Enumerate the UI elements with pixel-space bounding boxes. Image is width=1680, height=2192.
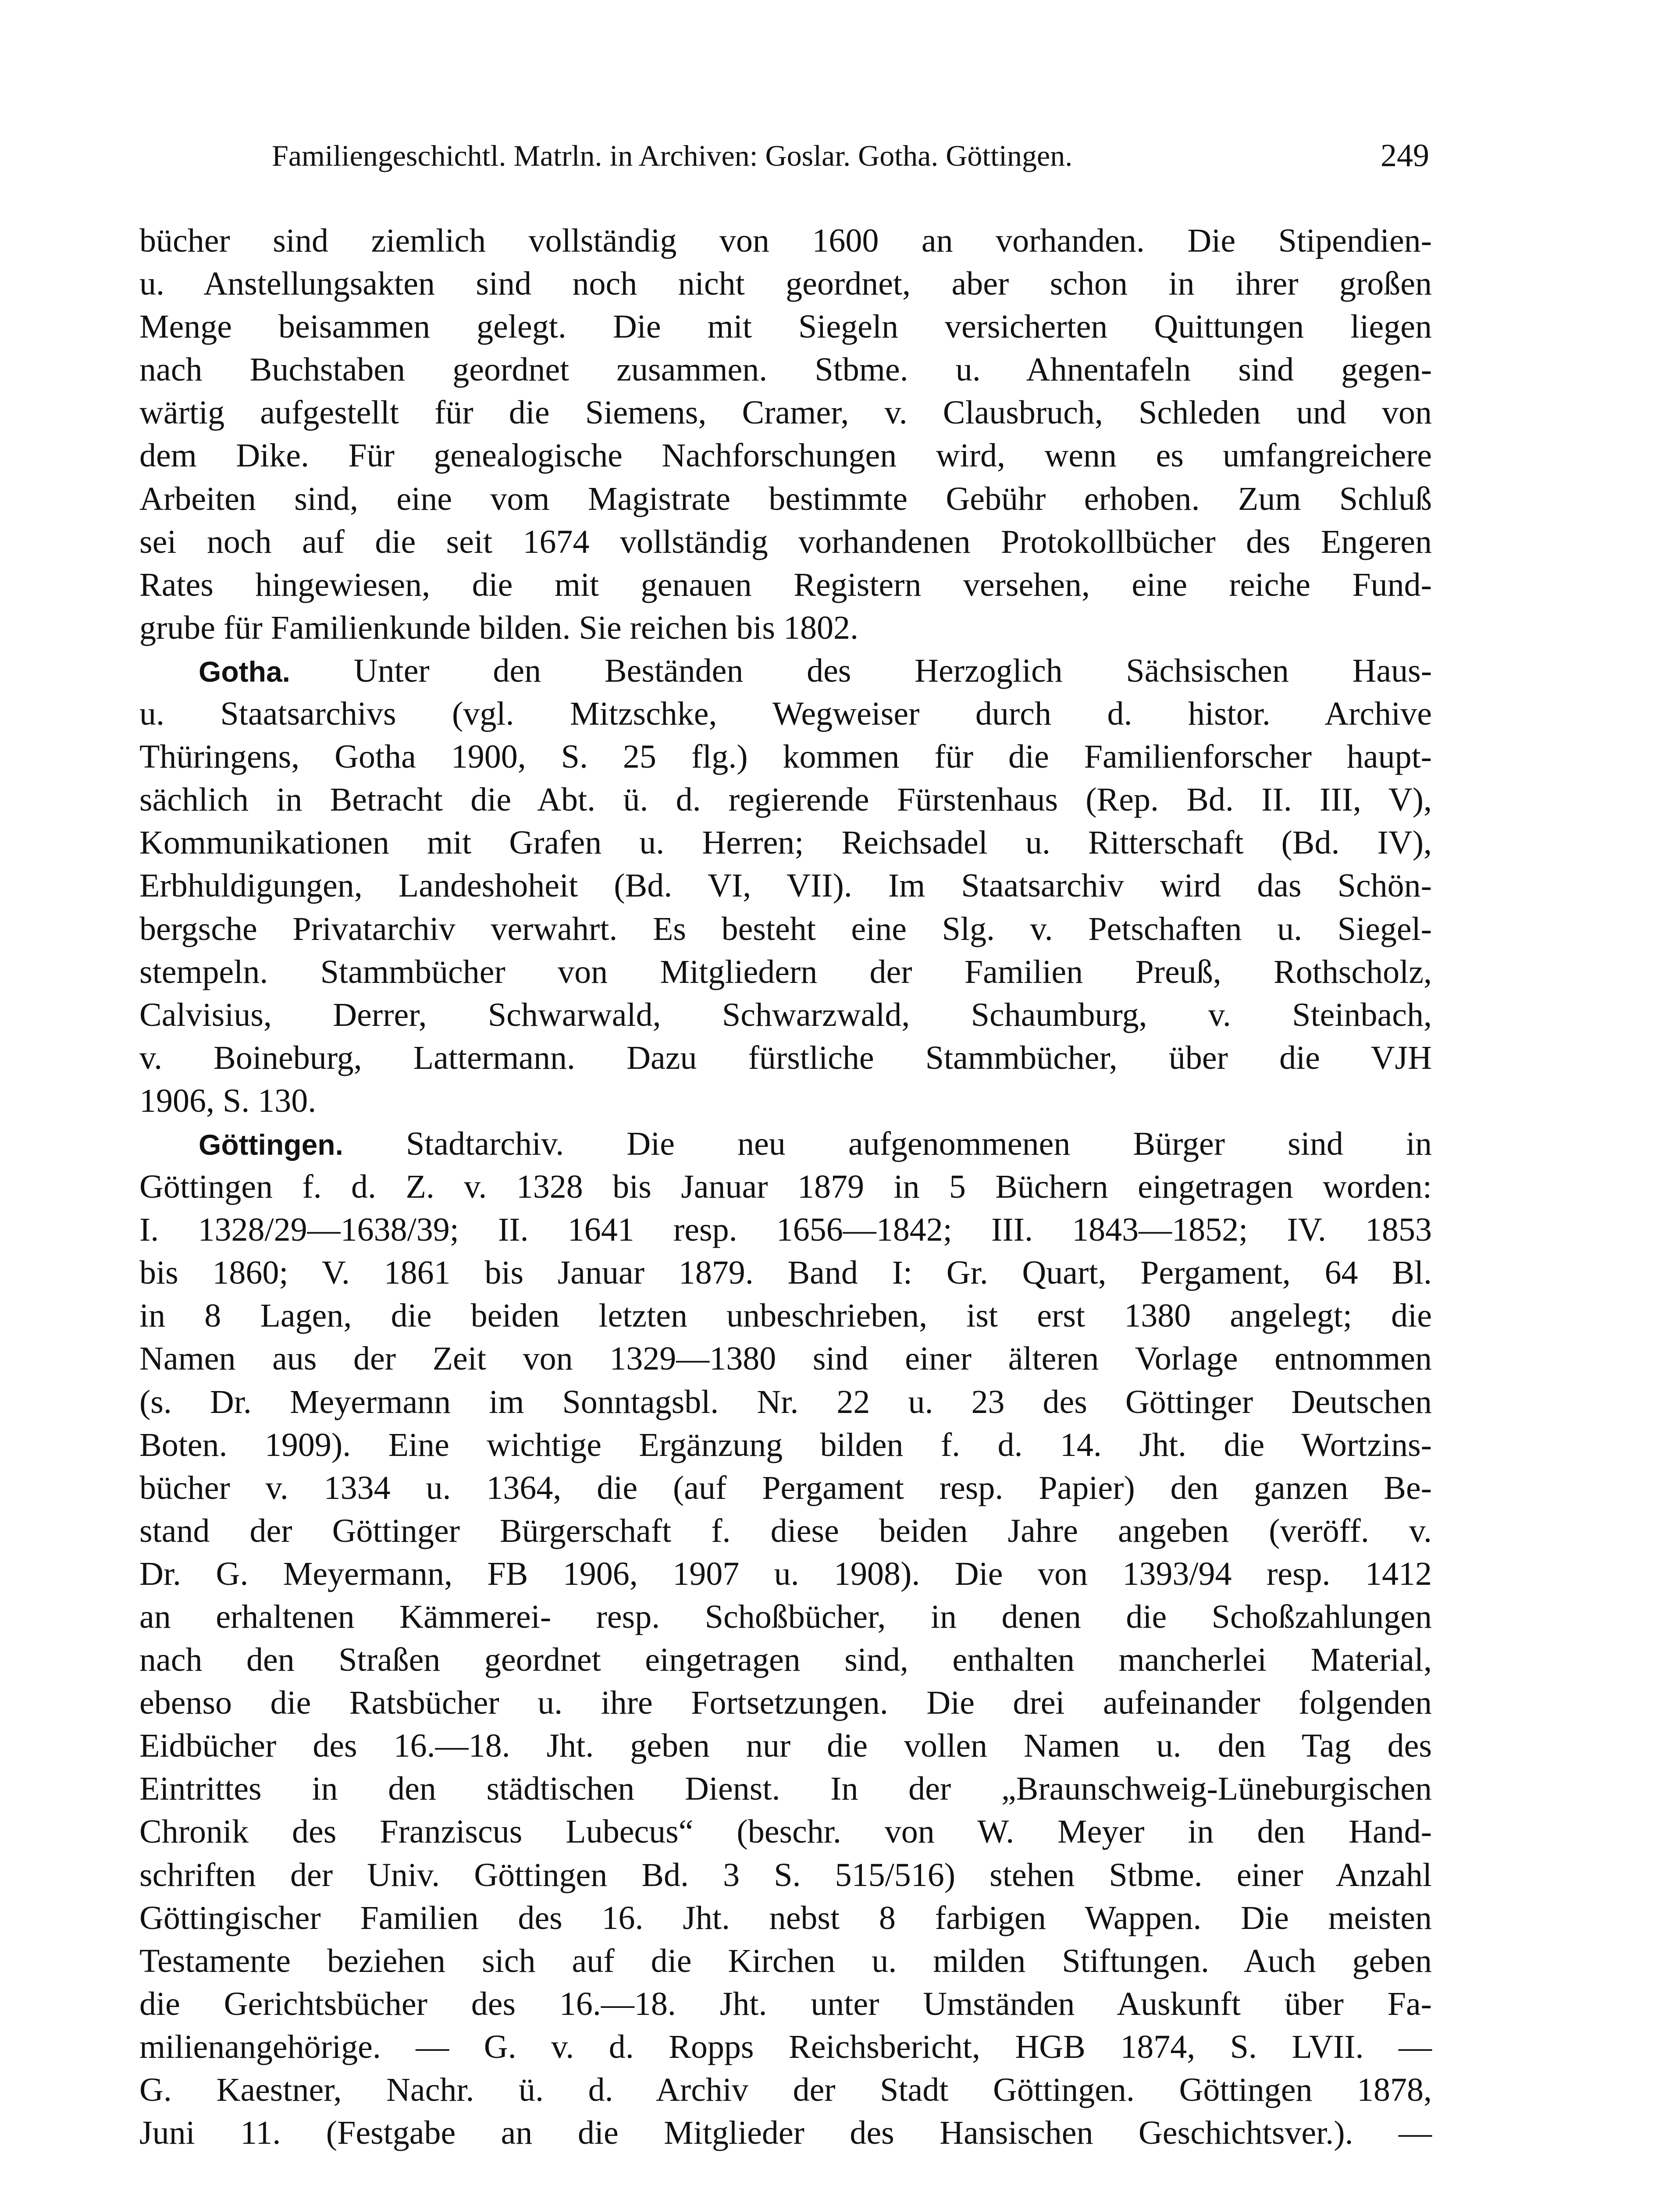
- body-text: [139, 219, 1432, 2163]
- line-text: Göttingischer Familien des 16. Jht. nebst 8 farbigen Wappen. Die meisten: [139, 1899, 1432, 1936]
- text-line: [139, 1466, 1432, 1509]
- line-text: wärtig aufgestellt für die Siemens, Cramer, v. Clausbruch, Schleden und von: [139, 394, 1432, 431]
- text-line: [139, 778, 1432, 821]
- page-number: 249: [1381, 137, 1429, 174]
- text-line: [139, 348, 1432, 391]
- text-line: [139, 907, 1432, 950]
- line-text: bis 1860; V. 1861 bis Januar 1879. Band I: Gr. Quart, Pergament, 64 Bl.: [139, 1254, 1432, 1292]
- text-line: [139, 563, 1432, 606]
- line-text: Unter den Beständen des Herzoglich Sächsischen Haus-: [353, 652, 1432, 689]
- text-line: [139, 1638, 1432, 1681]
- text-line: [139, 1982, 1432, 2025]
- line-text: bergsche Privatarchiv verwahrt. Es besteht eine Slg. v. Petschaften u. Siegel-: [139, 910, 1432, 947]
- text-line: [139, 1939, 1432, 1982]
- line-text: bücher sind ziemlich vollständig von 1600 an vorhanden. Die Stipendien-: [139, 222, 1432, 259]
- text-line: [139, 735, 1432, 778]
- line-text: Boten. 1909). Eine wichtige Ergänzung bilden f. d. 14. Jht. die Wortzins-: [139, 1426, 1432, 1463]
- text-line: [139, 1854, 1432, 1897]
- line-text: sei noch auf die seit 1674 vollständig vorhandenen Protokollbücher des Engeren: [139, 523, 1432, 560]
- text-line: [139, 2025, 1432, 2068]
- line-text: dem Dike. Für genealogische Nachforschungen wird, wenn es umfangreichere: [139, 437, 1432, 474]
- text-line: [139, 262, 1432, 305]
- text-line: [139, 1897, 1432, 1939]
- text-line: [139, 606, 1432, 649]
- running-header: [272, 134, 1429, 178]
- text-line: [139, 993, 1432, 1036]
- text-line: [139, 1767, 1432, 1810]
- line-text: Erbhuldigungen, Landeshoheit (Bd. VI, VII). Im Staatsarchiv wird das Schön-: [139, 867, 1432, 904]
- text-line: [139, 1036, 1432, 1079]
- line-text: Namen aus der Zeit von 1329—1380 sind einer älteren Vorlage entnommen: [139, 1340, 1432, 1377]
- line-text: u. Anstellungsakten sind noch nicht geordnet, aber schon in ihrer großen: [139, 265, 1432, 302]
- line-text: G. Kaestner, Nachr. ü. d. Archiv der Stadt Göttingen. Göttingen 1878,: [139, 2071, 1432, 2109]
- line-text: Testamente beziehen sich auf die Kirchen u. milden Stiftungen. Auch geben: [139, 1942, 1432, 1979]
- line-text: Arbeiten sind, eine vom Magistrate bestimmte Gebühr erhoben. Zum Schluß: [139, 480, 1432, 517]
- text-line: [139, 950, 1432, 993]
- text-line: [139, 1810, 1432, 1853]
- text-line: [139, 1423, 1432, 1466]
- line-text: Kommunikationen mit Grafen u. Herren; Reichsadel u. Ritterschaft (Bd. IV),: [139, 824, 1432, 861]
- text-line: [139, 1381, 1432, 1423]
- text-line: [139, 305, 1432, 348]
- line-text: Juni 11. (Festgabe an die Mitglieder des Hansischen Geschichtsver.). —: [139, 2114, 1432, 2152]
- line-text: grube für Familienkunde bilden. Sie reichen bis 1802.: [139, 609, 858, 646]
- text-line: [139, 477, 1432, 520]
- text-line: [139, 1165, 1432, 1208]
- line-text: Menge beisammen gelegt. Die mit Siegeln versicherten Quittungen liegen: [139, 308, 1432, 345]
- text-line: [139, 2111, 1432, 2154]
- line-text: Dr. G. Meyermann, FB 1906, 1907 u. 1908). Die von 1393/94 resp. 1412: [139, 1555, 1432, 1592]
- line-text: u. Staatsarchivs (vgl. Mitzschke, Wegweiser durch d. histor. Archive: [139, 695, 1432, 733]
- line-text: Chronik des Franziscus Lubecus“ (beschr. von W. Meyer in den Hand-: [139, 1813, 1432, 1850]
- line-text: nach Buchstaben geordnet zusammen. Stbme. u. Ahnentafeln sind gegen-: [139, 351, 1432, 388]
- text-line: [139, 219, 1432, 262]
- line-text: sächlich in Betracht die Abt. ü. d. regierende Fürstenhaus (Rep. Bd. II. III, V),: [139, 781, 1432, 818]
- text-line: [139, 1079, 1432, 1122]
- line-text: Göttingen f. d. Z. v. 1328 bis Januar 1879 in 5 Büchern eingetragen worden:: [139, 1168, 1432, 1206]
- section-heading: Gotha.: [199, 655, 290, 688]
- text-line: [139, 1509, 1432, 1552]
- line-text: milienangehörige. — G. v. d. Ropps Reichsbericht, HGB 1874, S. LVII. —: [139, 2028, 1432, 2065]
- line-text: Stadtarchiv. Die neu aufgenommenen Bürger sind in: [406, 1125, 1432, 1162]
- text-line: [139, 2068, 1432, 2111]
- text-line: [139, 391, 1432, 434]
- running-title: Familiengeschichtl. Matrln. in Archiven: Goslar. Gotha. Göttingen.: [272, 139, 1073, 172]
- line-text: Calvisius, Derrer, Schwarwald, Schwarzwald, Schaumburg, v. Steinbach,: [139, 996, 1432, 1033]
- text-line: [139, 1724, 1432, 1767]
- line-text: Eidbücher des 16.—18. Jht. geben nur die vollen Namen u. den Tag des: [139, 1727, 1432, 1765]
- text-line: [139, 1251, 1432, 1294]
- line-text: (s. Dr. Meyermann im Sonntagsbl. Nr. 22 u. 23 des Göttinger Deutschen: [139, 1383, 1432, 1420]
- text-line: [139, 864, 1432, 907]
- text-line: [139, 649, 1432, 692]
- line-text: ebenso die Ratsbücher u. ihre Fortsetzungen. Die drei aufeinander folgenden: [139, 1684, 1432, 1722]
- line-text: schriften der Univ. Göttingen Bd. 3 S. 515/516) stehen Stbme. einer Anzahl: [139, 1856, 1432, 1893]
- text-line: [139, 1122, 1432, 1165]
- text-line: [139, 1337, 1432, 1380]
- line-text: stempeln. Stammbücher von Mitgliedern der Familien Preuß, Rothscholz,: [139, 953, 1432, 990]
- text-line: [139, 520, 1432, 563]
- text-line: [139, 692, 1432, 735]
- text-line: [139, 821, 1432, 864]
- text-line: [139, 434, 1432, 477]
- line-text: Rates hingewiesen, die mit genauen Registern versehen, eine reiche Fund-: [139, 566, 1432, 603]
- line-text: v. Boineburg, Lattermann. Dazu fürstliche Stammbücher, über die VJH: [139, 1039, 1432, 1076]
- line-text: Thüringens, Gotha 1900, S. 25 flg.) kommen für die Familienforscher haupt-: [139, 738, 1432, 776]
- line-text: Eintrittes in den städtischen Dienst. In der „Braunschweig-Lüneburgischen: [139, 1770, 1432, 1808]
- text-line: [139, 1294, 1432, 1337]
- line-text: an erhaltenen Kämmerei- resp. Schoßbücher, in denen die Schoßzahlungen: [139, 1598, 1432, 1635]
- line-text: stand der Göttinger Bürgerschaft f. diese beiden Jahre angeben (veröff. v.: [139, 1512, 1432, 1549]
- text-line: [139, 1595, 1432, 1638]
- section-heading: Göttingen.: [199, 1128, 343, 1161]
- line-text: 1906, S. 130.: [139, 1082, 317, 1119]
- line-text: I. 1328/29—1638/39; II. 1641 resp. 1656—1842; III. 1843—1852; IV. 1853: [139, 1211, 1432, 1249]
- line-text: bücher v. 1334 u. 1364, die (auf Pergament resp. Papier) den ganzen Be-: [139, 1469, 1432, 1506]
- line-text: in 8 Lagen, die beiden letzten unbeschrieben, ist erst 1380 angelegt; die: [139, 1297, 1432, 1334]
- text-line: [139, 1552, 1432, 1595]
- line-text: nach den Straßen geordnet eingetragen sind, enthalten mancherlei Material,: [139, 1641, 1432, 1679]
- text-line: [139, 1208, 1432, 1251]
- text-line: [139, 1681, 1432, 1724]
- line-text: die Gerichtsbücher des 16.—18. Jht. unter Umständen Auskunft über Fa-: [139, 1985, 1432, 2022]
